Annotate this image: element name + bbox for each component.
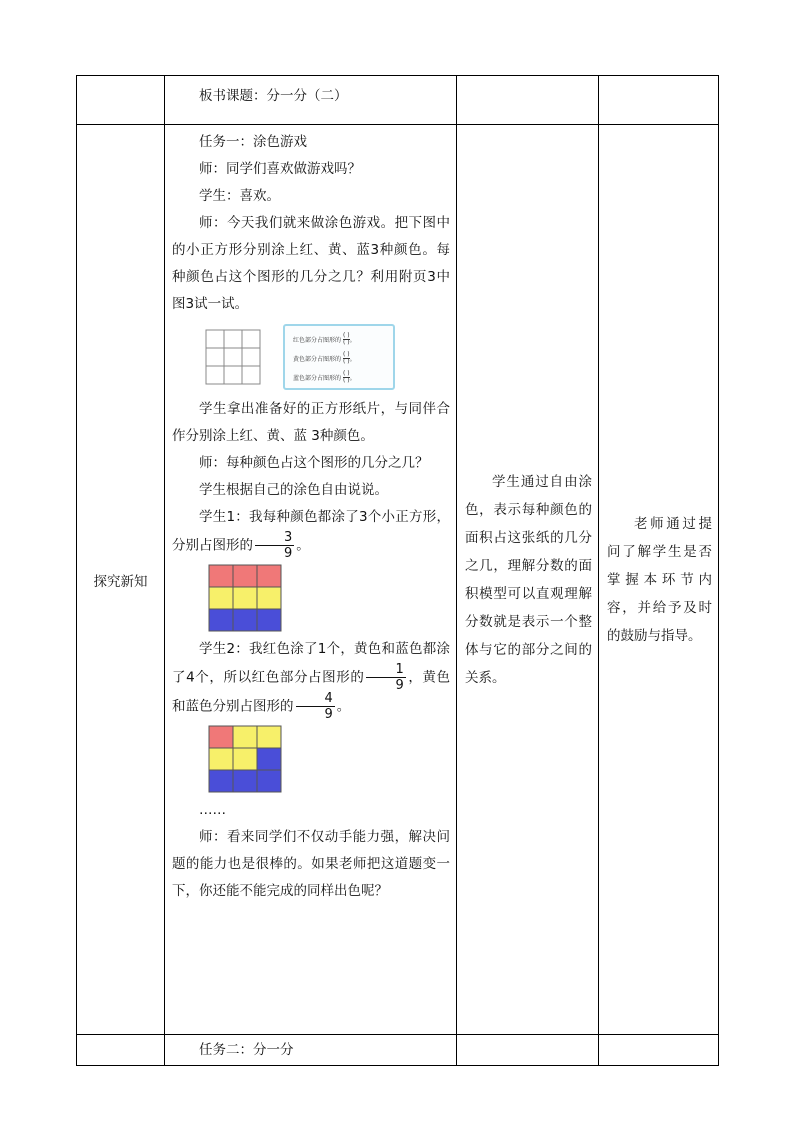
grid-cell [233, 726, 257, 748]
task-two-heading: 任务二：分一分 [199, 1042, 294, 1058]
fraction-four-ninths [296, 692, 335, 721]
fraction-numerator: 1 [366, 663, 405, 678]
design-intent-note: 学生通过自由涂色，表示每种颜色的面积占这张纸的几分之几，理解分数的面积模型可以直观理解分数就是表示一个整体与它的部分之间的关系。 [465, 473, 592, 686]
worksheet-end: 。 [349, 356, 356, 363]
fraction-denominator: 9 [284, 546, 293, 561]
worksheet-card [283, 324, 395, 390]
board-title: 板书课题：分一分（二） [199, 88, 348, 104]
grid-cell [242, 348, 260, 366]
grid-cell [209, 748, 233, 770]
grid-cell [257, 770, 281, 792]
colored-grid-uneven [208, 725, 282, 793]
task-one-heading: 任务一：涂色游戏 [199, 134, 307, 150]
grid-cell [257, 587, 281, 609]
lesson-plan-table [76, 75, 719, 1066]
grid-cell [233, 770, 257, 792]
worksheet-text-blue: 蓝色部分占图形的 [293, 375, 342, 382]
teacher-transition: 师：看来同学们不仅动手能力强，解决问题的能力也是很棒的。如果老师把这道题变一下，你还能不能完成的同样出色呢？ [172, 829, 450, 899]
task-figures [172, 318, 450, 396]
fraction-numerator: 3 [255, 531, 294, 546]
teacher-question-1: 师：同学们喜欢做游戏吗？ [199, 161, 361, 177]
student-1-text-b: 。 [296, 537, 310, 554]
student-discussion: 学生根据自己的涂色自由说说。 [199, 482, 388, 498]
worksheet-blank-fraction [343, 371, 350, 384]
fraction-three-ninths [255, 531, 294, 560]
worksheet-line-yellow [293, 349, 389, 368]
grid-cell [242, 330, 260, 348]
grid-cell [233, 565, 257, 587]
student-activity: 学生拿出准备好的正方形纸片，与同伴合作分别涂上红、黄、蓝 3种颜色。 [172, 401, 450, 444]
title-row-col3 [457, 76, 599, 125]
fraction-denominator: 9 [395, 678, 404, 693]
grid-cell [257, 565, 281, 587]
design-intent-cell [457, 125, 599, 1035]
worksheet-end: 。 [349, 375, 356, 382]
blank-denominator: ( ) [343, 358, 350, 365]
activity-content [165, 125, 457, 1035]
grid-cell [257, 748, 281, 770]
blank-numerator: ( ) [343, 370, 350, 377]
worksheet-end: 。 [349, 337, 356, 344]
student-2-text-c: 。 [336, 698, 351, 715]
title-row [77, 76, 719, 125]
grid-cell [257, 609, 281, 631]
title-row-col4 [599, 76, 719, 125]
grid-cell [233, 609, 257, 631]
grid-cell [233, 587, 257, 609]
blank-grid-figure [205, 329, 261, 385]
worksheet-text-red: 红色部分占图形的 [293, 337, 342, 344]
grid-cell [209, 726, 233, 748]
student-1-text-a: 学生1：我每种颜色都涂了3个小正方形，分别占图形的 [172, 509, 450, 554]
student-2-text-a: 学生2：我红色涂了1个，黄色和蓝色都涂了4个，所以红色部分占图形的 [172, 641, 450, 686]
teacher-feedback-cell [599, 125, 719, 1035]
worksheet-blank-fraction [343, 333, 350, 346]
grid-cell [206, 330, 224, 348]
grid-cell [209, 770, 233, 792]
student-2-answer [172, 636, 450, 721]
grid-cell [233, 748, 257, 770]
task-two-col4 [599, 1035, 719, 1066]
teacher-feedback-note: 老师通过提问了解学生是否掌握本环节内容，并给予及时的鼓励与指导。 [607, 515, 712, 644]
fraction-denominator: 9 [324, 707, 333, 722]
explore-row [77, 125, 719, 1035]
student-2-text-b: ，黄色和蓝色分别占图形的 [172, 669, 451, 715]
blank-denominator: ( ) [343, 339, 350, 346]
fraction-numerator: 4 [296, 692, 335, 707]
grid-cell [209, 587, 233, 609]
blank-numerator: ( ) [343, 351, 350, 358]
title-row-content [165, 76, 457, 125]
section-label: 探究新知 [77, 125, 165, 1035]
grid-cell [209, 609, 233, 631]
teacher-instruction: 师：今天我们就来做涂色游戏。把下图中的小正方形分别涂上红、黄、蓝3种颜色。每种颜色占这个图形的几分之几？利用附页3中图3试一试。 [172, 215, 450, 312]
grid-cell [209, 565, 233, 587]
student-answer-1: 学生：喜欢。 [199, 188, 280, 204]
worksheet-line-blue [293, 368, 389, 387]
worksheet-text-yellow: 黄色部分占图形的 [293, 356, 342, 363]
ellipsis: …… [199, 802, 226, 818]
worksheet-blank-fraction [343, 352, 350, 365]
blank-numerator: ( ) [343, 332, 350, 339]
blank-denominator: ( ) [343, 377, 350, 384]
task-two-row [77, 1035, 719, 1066]
grid-cell [224, 330, 242, 348]
colored-grid-even [208, 564, 282, 632]
title-row-label [77, 76, 165, 125]
grid-cell [224, 366, 242, 384]
task-two-content [165, 1035, 457, 1066]
worksheet-line-red [293, 330, 389, 349]
teacher-question-2: 师：每种颜色占这个图形的几分之几？ [199, 455, 429, 471]
grid-cell [206, 348, 224, 366]
student-1-answer [172, 504, 450, 560]
grid-cell [224, 348, 242, 366]
task-two-label [77, 1035, 165, 1066]
grid-cell [257, 726, 281, 748]
task-two-col3 [457, 1035, 599, 1066]
grid-cell [242, 366, 260, 384]
fraction-one-ninth [366, 663, 405, 692]
grid-cell [206, 366, 224, 384]
